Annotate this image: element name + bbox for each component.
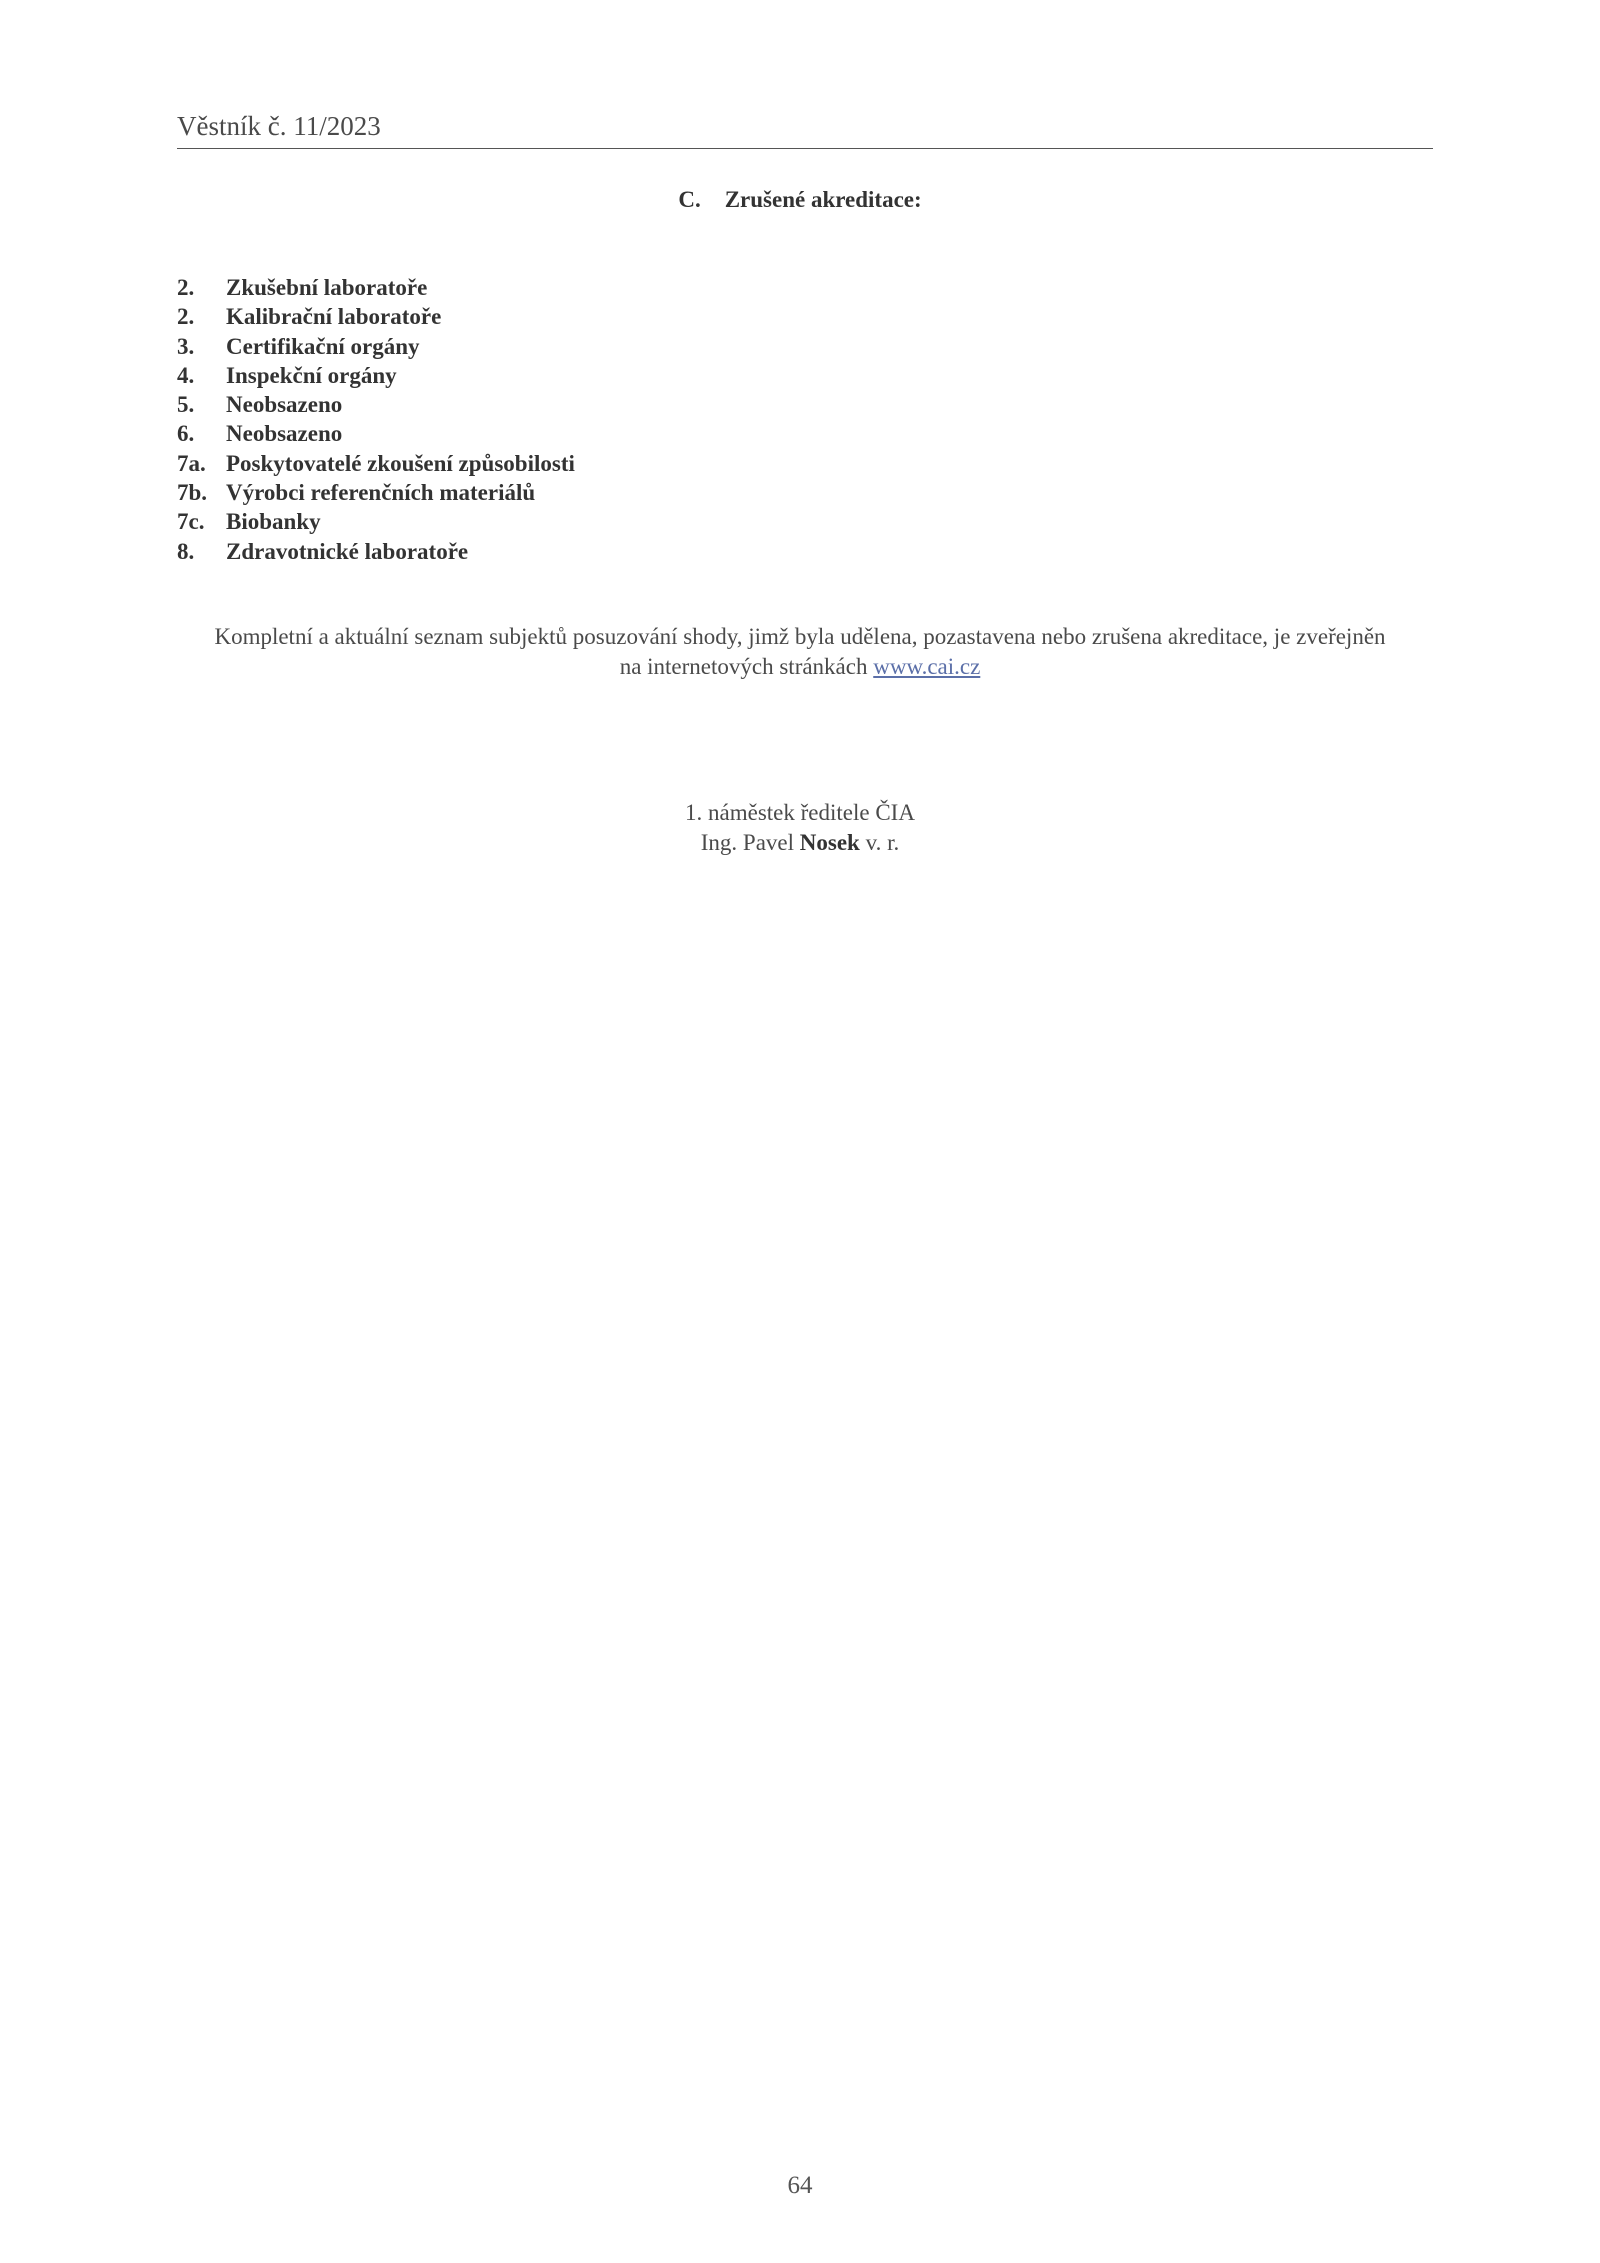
section-heading — [0, 186, 1600, 214]
notice-line-1: Kompletní a aktuální seznam subjektů posuzování shody, jimž byla udělena, pozastavena nebo zrušena akreditace, je zveřejněn — [214, 624, 1386, 649]
list-item — [177, 302, 575, 331]
item-label: Poskytovatelé zkoušení způsobilosti — [226, 450, 575, 476]
section-title: Zrušené akreditace: — [724, 187, 922, 212]
list-item — [177, 332, 575, 361]
item-number: 7c. — [177, 509, 205, 535]
item-label: Biobanky — [226, 509, 321, 535]
item-label: Zdravotnické laboratoře — [226, 538, 469, 564]
page-header — [177, 110, 1433, 149]
item-number: 6. — [177, 421, 195, 447]
signatory-surname: Nosek — [799, 830, 860, 855]
notice-line-2 — [150, 652, 1450, 682]
section-letter: C. — [678, 187, 701, 212]
list-item — [177, 449, 575, 478]
list-item — [177, 537, 575, 566]
item-number: 3. — [177, 333, 195, 359]
page-number: 64 — [787, 2172, 813, 2199]
notice-line-2-text: na internetových stránkách — [619, 654, 874, 679]
list-item — [177, 507, 575, 536]
signatory-name — [0, 828, 1600, 858]
item-label: Certifikační orgány — [226, 333, 420, 359]
item-number: 7b. — [177, 480, 208, 506]
item-number: 2. — [177, 304, 195, 330]
item-label: Neobsazeno — [226, 421, 343, 447]
item-label: Inspekční orgány — [226, 362, 397, 388]
website-link[interactable]: www.cai.cz — [873, 654, 981, 679]
item-number: 7a. — [177, 450, 206, 476]
list-item — [177, 478, 575, 507]
item-label: Neobsazeno — [226, 392, 343, 418]
signatory-position: 1. náměstek ředitele ČIA — [685, 800, 915, 825]
list-item — [177, 361, 575, 390]
item-label: Zkušební laboratoře — [226, 275, 428, 300]
list-item — [177, 390, 575, 419]
signatory-name-prefix: Ing. Pavel — [700, 830, 800, 855]
bulletin-title: Věstník č. 11/2023 — [177, 111, 381, 141]
list-item — [177, 419, 575, 448]
signatory-suffix: v. r. — [859, 830, 900, 855]
item-number: 8. — [177, 538, 195, 564]
item-label: Kalibrační laboratoře — [226, 304, 442, 330]
item-number: 5. — [177, 392, 195, 418]
item-number: 4. — [177, 362, 195, 388]
signature-block — [0, 798, 1600, 858]
category-list — [177, 273, 575, 566]
item-label: Výrobci referenčních materiálů — [226, 480, 536, 506]
notice-paragraph — [150, 622, 1450, 682]
list-item — [177, 273, 575, 302]
item-number: 2. — [177, 275, 195, 300]
